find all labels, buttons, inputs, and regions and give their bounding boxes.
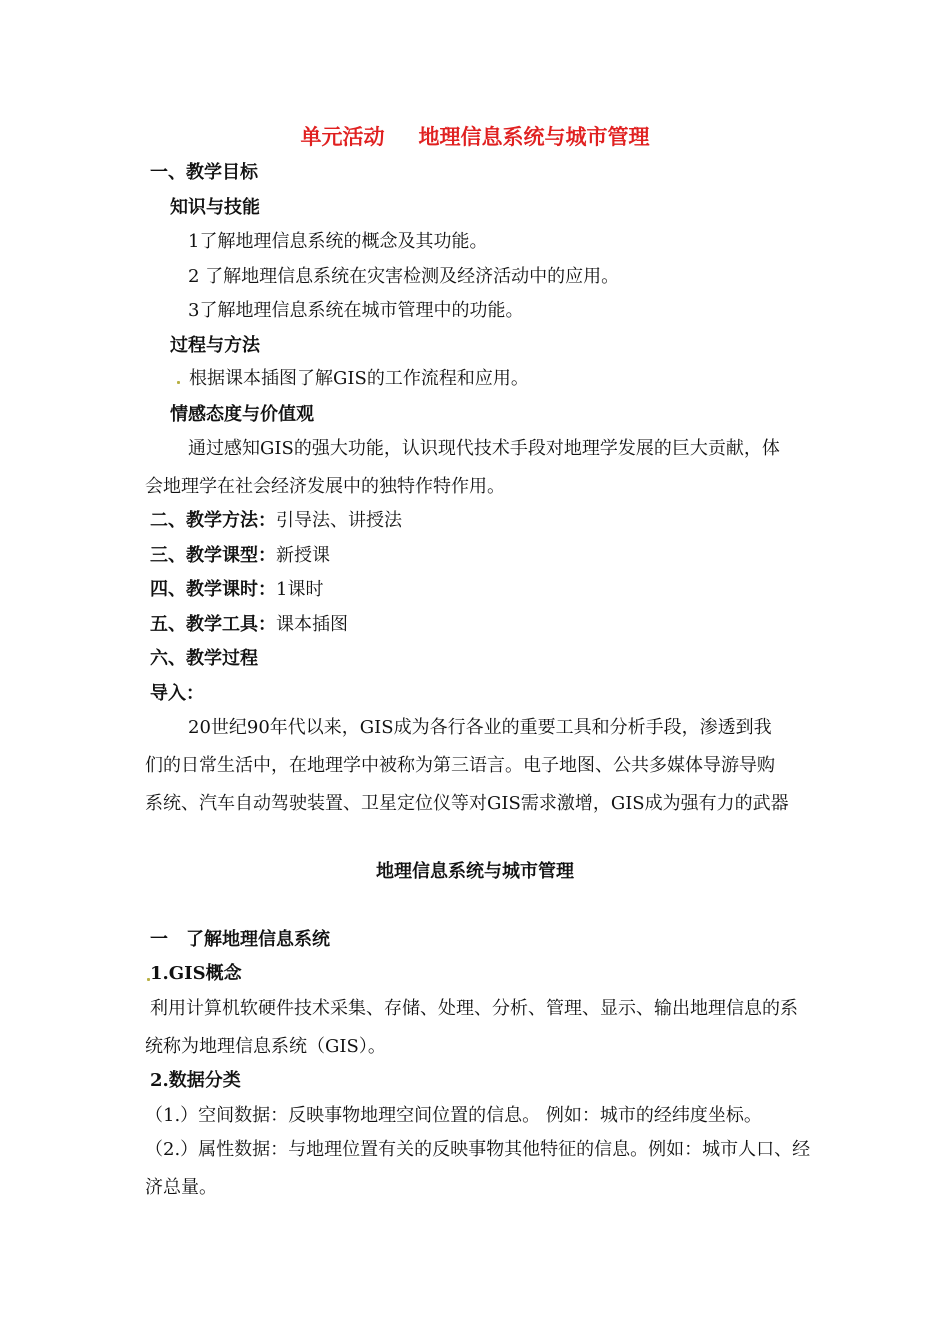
tools-value: 课本插图 [276,614,348,635]
lesson-hours [150,578,323,602]
scan-dot [177,381,180,384]
intro-line-1: 20世纪90年代以来，GIS成为各行各业的重要工具和分析手段，渗透到我 [188,717,772,738]
knowledge-heading: 知识与技能 [170,197,260,218]
emotion-heading: 情感态度与价值观 [170,404,314,425]
type-label: 三、教学课型： [150,545,276,566]
process-text: 根据课本插图了解GIS的工作流程和应用。 [189,368,529,389]
gis-concept-heading: 1.GIS概念 [150,963,242,984]
teaching-method [150,509,402,533]
knowledge-item-3: 3了解地理信息系统在城市管理中的功能。 [188,300,524,321]
intro-line-2: 们的日常生活中，在地理学中被称为第三语言。电子地图、公共多媒体导游导购 [145,755,775,776]
type-value: 新授课 [276,545,330,566]
objectives-heading: 一、教学目标 [150,162,258,183]
gis-concept-line-1: 利用计算机软硬件技术采集、存储、处理、分析、管理、显示、输出地理信息的系 [150,998,798,1019]
intro-heading: 导入： [150,683,204,704]
intro-line-3: 系统、汽车自动驾驶装置、卫星定位仪等对GIS需求激增，GIS成为强有力的武器 [145,793,789,814]
knowledge-item-2: 2 了解地理信息系统在灾害检测及经济活动中的应用。 [188,266,620,287]
attribute-data-line-2: 济总量。 [145,1177,217,1198]
tools-label: 五、教学工具： [150,614,276,635]
attribute-data-line-1: （2.）属性数据：与地理位置有关的反映事物其他特征的信息。例如：城市人口、经 [145,1139,811,1160]
data-class-heading: 2.数据分类 [150,1070,241,1091]
emotion-line-2: 会地理学在社会经济发展中的独特作特作用。 [145,476,505,497]
method-label: 二、教学方法： [150,510,276,531]
title-part-1: 单元活动 [300,124,385,149]
part-one-heading: 一 了解地理信息系统 [150,929,330,950]
title-part-2: 地理信息系统与城市管理 [418,124,650,149]
gis-concept-line-2: 统称为地理信息系统（GIS）。 [145,1036,386,1057]
spatial-data: （1.）空间数据：反映事物地理空间位置的信息。 例如：城市的经纬度坐标。 [145,1105,762,1126]
method-value: 引导法、讲授法 [276,510,402,531]
process-heading: 过程与方法 [170,335,260,356]
teaching-tools [150,613,348,637]
hours-value: 1课时 [276,579,324,600]
knowledge-item-1: 1了解地理信息系统的概念及其功能。 [188,231,488,252]
hours-label: 四、教学课时： [150,579,276,600]
teaching-process-heading: 六、教学过程 [150,648,258,669]
emotion-line-1: 通过感知GIS的强大功能，认识现代技术手段对地理学发展的巨大贡献，体 [188,438,780,459]
page-title [0,123,950,151]
lesson-heading: 地理信息系统与城市管理 [376,861,574,882]
lesson-type [150,544,330,568]
